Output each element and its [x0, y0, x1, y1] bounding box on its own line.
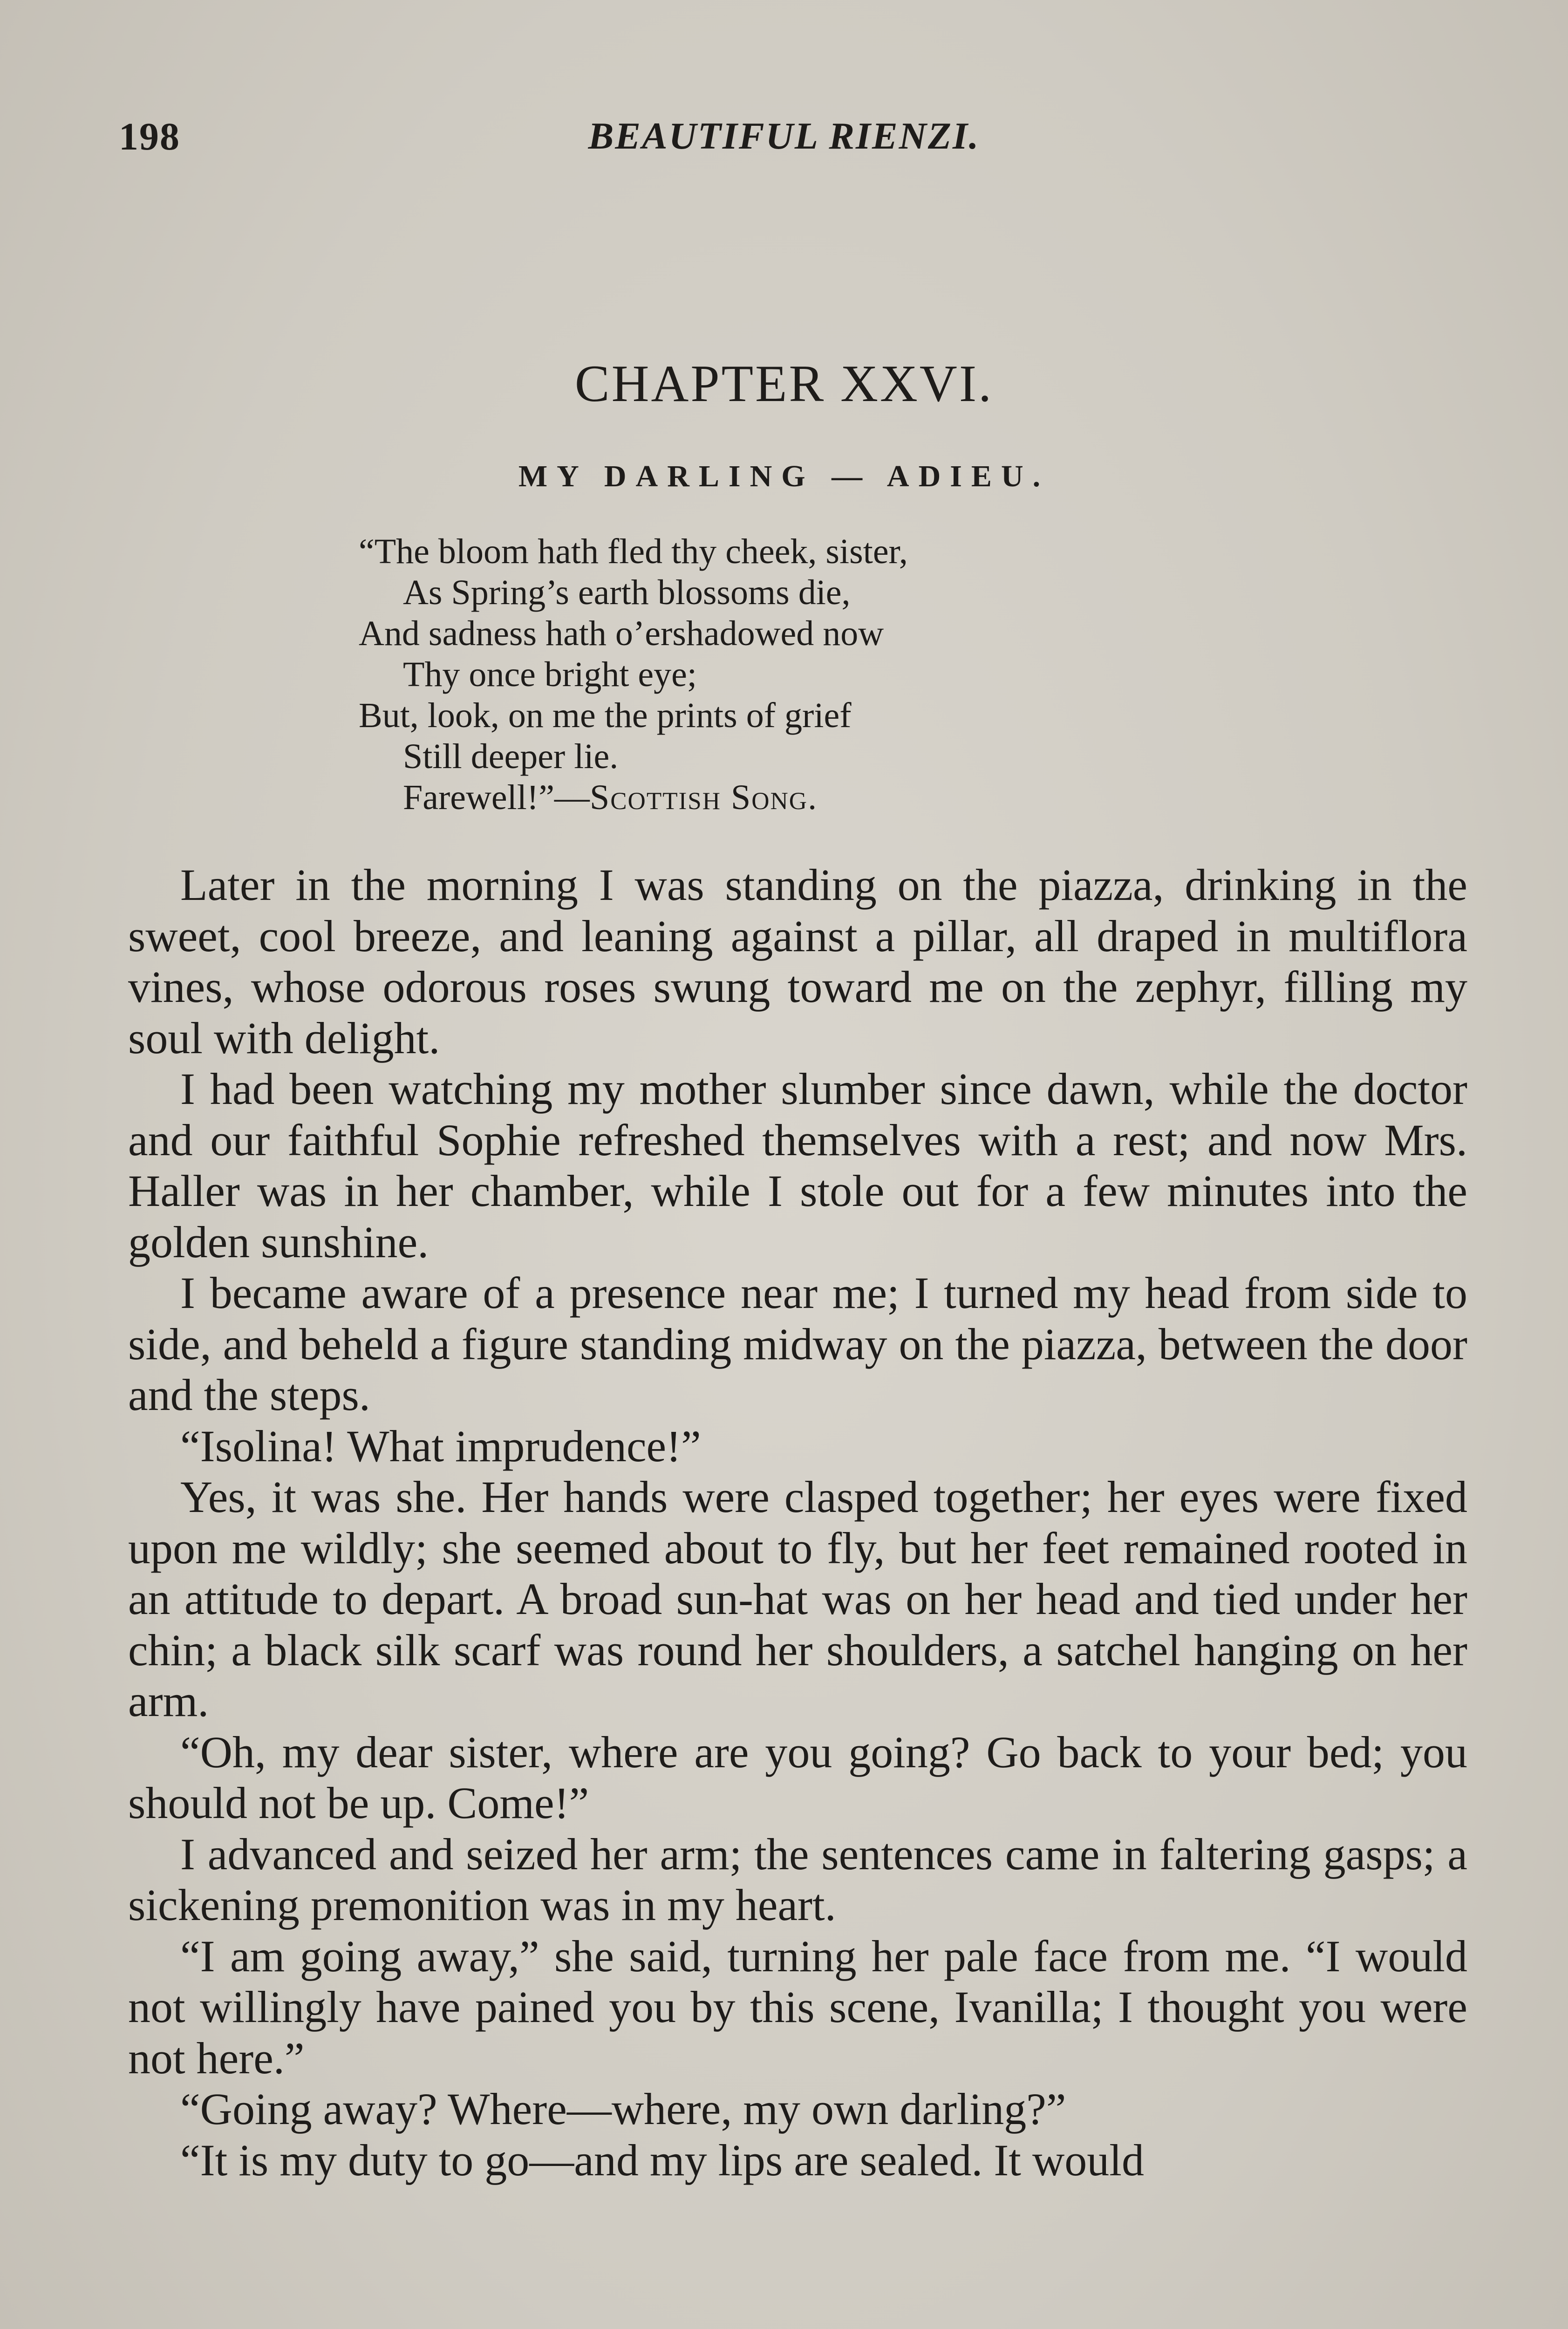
chapter-title: CHAPTER XXVI.	[574, 355, 994, 413]
page-header	[0, 114, 1568, 170]
epigraph-line: Farewell!”—	[403, 778, 590, 817]
paragraph: “Oh, my dear sister, where are you going? Go back to your bed; you should not be up. Come!”	[128, 1727, 1467, 1828]
epigraph-last-line	[359, 777, 1151, 818]
paragraph: “I am going away,” she said, turning her pale face from me. “I would not willingly have pained you by this scene, Ivanilla; I thought you were not here.”	[128, 1931, 1467, 2083]
paragraph: I had been watching my mother slumber since dawn, while the doctor and our faithful Sophie refreshed themselves with a rest; and now Mrs. Haller was in her chamber, while I stole out for a few minutes into the golden sunshine.	[128, 1064, 1467, 1267]
chapter-subtitle: MY DARLING — ADIEU.	[518, 459, 1050, 493]
paragraph: I advanced and seized her arm; the sentences came in faltering gasps; a sickening premonition was in my heart.	[128, 1829, 1467, 1930]
paragraph: “It is my duty to go—and my lips are sealed. It would	[180, 2135, 1144, 2185]
body-text	[128, 859, 1467, 2186]
epigraph-line: As Spring’s earth blossoms die,	[403, 573, 851, 612]
epigraph-line: Thy once bright eye;	[403, 655, 697, 694]
epigraph-line: But, look, on me the prints of grief	[359, 696, 852, 735]
epigraph-line: “The bloom hath fled thy cheek, sister,	[359, 532, 908, 571]
paragraph: “Going away? Where—where, my own darling?”	[180, 2084, 1066, 2134]
paragraph: “Isolina! What imprudence!”	[180, 1421, 701, 1471]
paragraph: Later in the morning I was standing on the piazza, drinking in the sweet, cool breeze, and leaning against a pillar, all draped in multiflora vines, whose odorous roses swung toward me on the zephyr, filling my soul with delight.	[128, 860, 1467, 1063]
epigraph-attribution: Scottish Song.	[589, 778, 818, 817]
epigraph	[359, 531, 1151, 818]
epigraph-line: Still deeper lie.	[403, 737, 619, 776]
page-number: 198	[119, 115, 180, 158]
paragraph: Yes, it was she. Her hands were clasped together; her eyes were fixed upon me wildly; she seemed about to fly, but her feet remained rooted in an attitude to depart. A broad sun-hat was on her head and tied under her chin; a black silk scarf was round her shoulders, a satchel hanging on her arm.	[128, 1472, 1467, 1726]
running-head: BEAUTIFUL RIENZI.	[588, 115, 980, 157]
epigraph-line: And sadness hath o’ershadowed now	[359, 614, 884, 653]
paragraph: I became aware of a presence near me; I turned my head from side to side, and beheld a figure standing midway on the piazza, between the door and the steps.	[128, 1268, 1467, 1420]
